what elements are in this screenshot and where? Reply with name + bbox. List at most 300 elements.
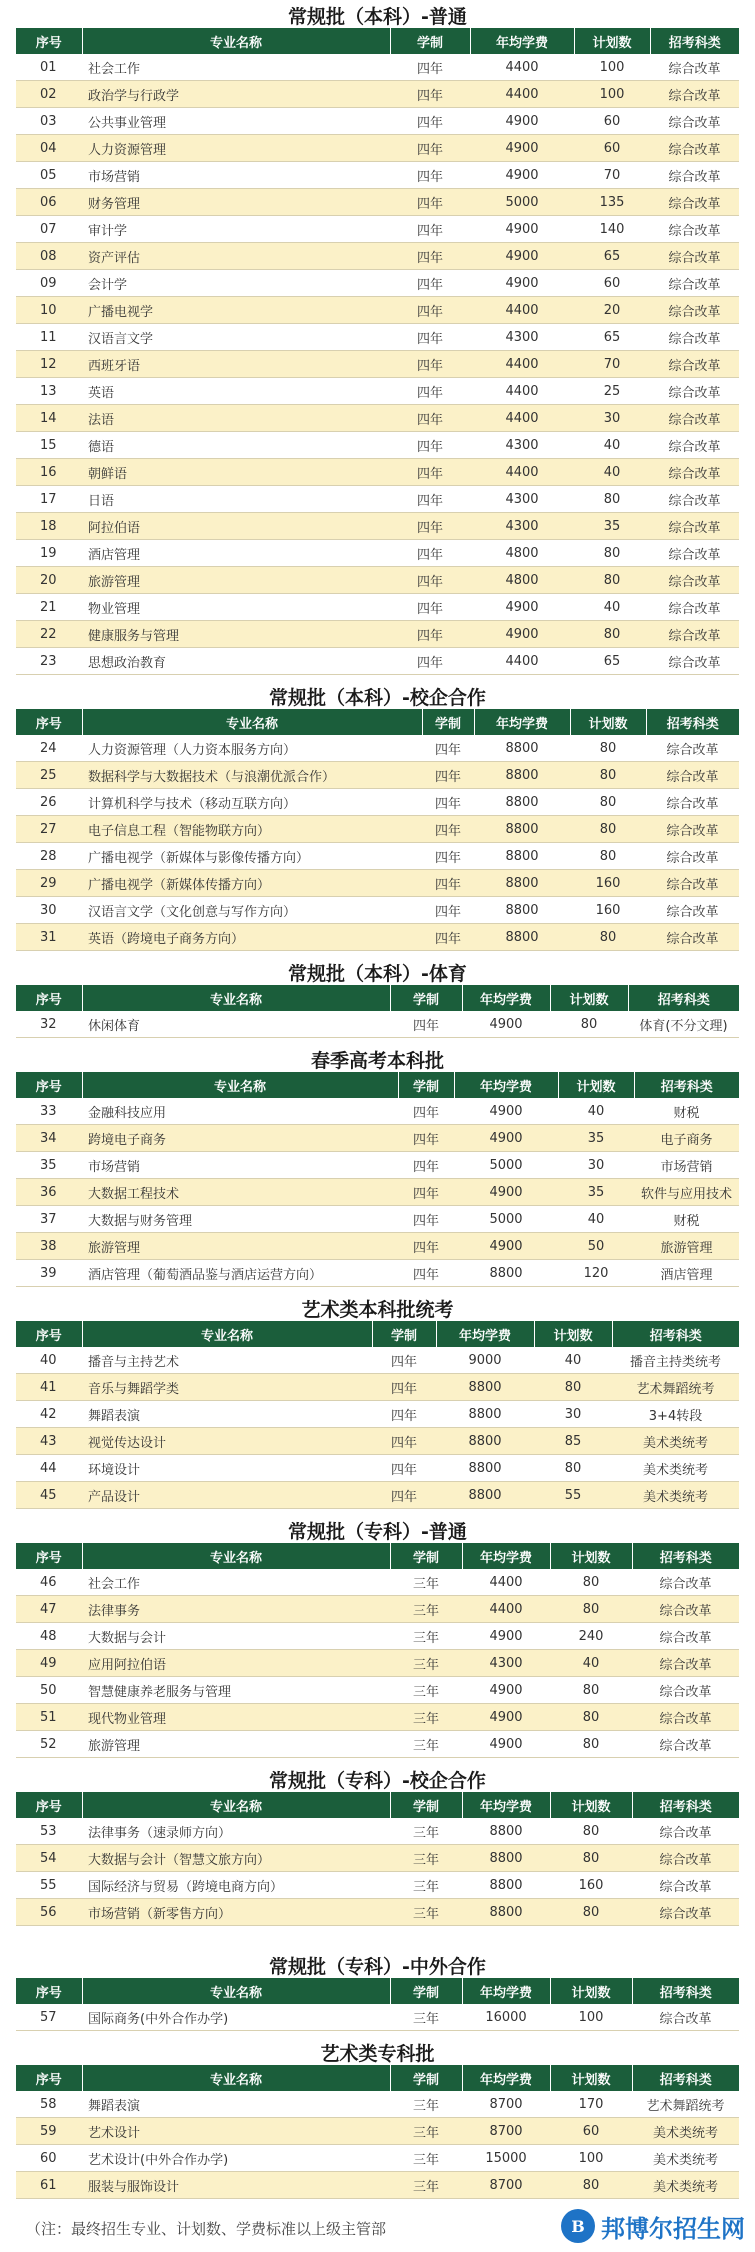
cell-plan-count: 170 <box>550 2091 632 2118</box>
cell-serial-no: 59 <box>16 2118 82 2145</box>
cell-major-name: 西班牙语 <box>82 351 390 378</box>
cell-major-name: 舞蹈表演 <box>82 1401 372 1428</box>
cell-major-name: 日语 <box>82 486 390 513</box>
cell-serial-no: 01 <box>16 54 82 81</box>
cell-exam-category: 艺术舞蹈统考 <box>632 2091 739 2118</box>
cell-major-name: 计算机科学与技术（移动互联方向） <box>82 789 422 816</box>
cell-major-name: 健康服务与管理 <box>82 621 390 648</box>
cell-plan-count: 140 <box>574 216 650 243</box>
cell-duration: 三年 <box>390 2172 462 2199</box>
cell-exam-category: 综合改革 <box>650 189 739 216</box>
cell-tuition: 8800 <box>436 1401 534 1428</box>
watermark-text: 邦博尔招生网 <box>601 2214 745 2243</box>
cell-exam-category: 美术类统考 <box>632 2145 739 2172</box>
cell-duration: 四年 <box>390 324 470 351</box>
cell-plan-count: 160 <box>550 1872 632 1899</box>
header-exam-category: 招考科类 <box>650 28 739 54</box>
cell-serial-no: 28 <box>16 843 82 870</box>
cell-plan-count: 55 <box>534 1482 612 1509</box>
cell-major-name: 广播电视学（新媒体传播方向） <box>82 870 422 897</box>
cell-tuition: 5000 <box>470 189 574 216</box>
cell-duration: 四年 <box>390 270 470 297</box>
cell-serial-no: 02 <box>16 81 82 108</box>
table-row <box>16 2172 739 2199</box>
cell-major-name: 市场营销（新零售方向） <box>82 1899 390 1926</box>
cell-exam-category: 综合改革 <box>650 324 739 351</box>
cell-major-name: 环境设计 <box>82 1455 372 1482</box>
cell-plan-count: 40 <box>534 1347 612 1374</box>
cell-duration: 四年 <box>390 243 470 270</box>
cell-exam-category: 综合改革 <box>646 843 739 870</box>
header-plan-count: 计划数 <box>574 28 650 54</box>
table-row <box>16 2091 739 2118</box>
cell-exam-category: 综合改革 <box>650 621 739 648</box>
cell-exam-category: 综合改革 <box>650 594 739 621</box>
table-row <box>16 2145 739 2172</box>
table-row <box>16 1596 739 1623</box>
section-5 <box>0 1293 755 1509</box>
cell-tuition: 15000 <box>462 2145 550 2172</box>
cell-tuition: 4400 <box>470 297 574 324</box>
cell-exam-category: 财税 <box>634 1098 739 1125</box>
cell-tuition: 4900 <box>462 1677 550 1704</box>
cell-exam-category: 综合改革 <box>650 459 739 486</box>
cell-tuition: 4400 <box>470 378 574 405</box>
cell-tuition: 5000 <box>454 1206 558 1233</box>
cell-plan-count: 35 <box>558 1179 634 1206</box>
cell-plan-count: 80 <box>574 540 650 567</box>
cell-exam-category: 综合改革 <box>650 270 739 297</box>
plan-table <box>16 1792 739 1926</box>
table-row <box>16 351 739 378</box>
cell-duration: 四年 <box>422 924 474 951</box>
cell-duration: 四年 <box>372 1347 436 1374</box>
cell-serial-no: 30 <box>16 897 82 924</box>
cell-duration: 三年 <box>390 1872 462 1899</box>
cell-major-name: 社会工作 <box>82 54 390 81</box>
table-row <box>16 243 739 270</box>
cell-plan-count: 40 <box>574 459 650 486</box>
header-major-name: 专业名称 <box>82 1543 390 1569</box>
cell-serial-no: 36 <box>16 1179 82 1206</box>
cell-plan-count: 80 <box>550 1845 632 1872</box>
cell-exam-category: 综合改革 <box>650 648 739 675</box>
cell-serial-no: 21 <box>16 594 82 621</box>
cell-duration: 三年 <box>390 1677 462 1704</box>
cell-tuition: 8700 <box>462 2172 550 2199</box>
cell-major-name: 公共事业管理 <box>82 108 390 135</box>
header-tuition: 年均学费 <box>462 985 550 1011</box>
header-major-name: 专业名称 <box>82 1978 390 2004</box>
cell-exam-category: 综合改革 <box>650 108 739 135</box>
cell-duration: 四年 <box>398 1260 454 1287</box>
cell-exam-category: 综合改革 <box>632 2004 739 2031</box>
cell-exam-category: 综合改革 <box>650 351 739 378</box>
cell-exam-category: 综合改革 <box>650 540 739 567</box>
cell-duration: 四年 <box>422 735 474 762</box>
cell-tuition: 4300 <box>470 513 574 540</box>
cell-serial-no: 56 <box>16 1899 82 1926</box>
cell-plan-count: 80 <box>550 1677 632 1704</box>
cell-major-name: 政治学与行政学 <box>82 81 390 108</box>
cell-serial-no: 46 <box>16 1569 82 1596</box>
cell-exam-category: 综合改革 <box>632 1596 739 1623</box>
cell-tuition: 8700 <box>462 2118 550 2145</box>
table-row <box>16 1650 739 1677</box>
table-row <box>16 135 739 162</box>
cell-plan-count: 80 <box>574 621 650 648</box>
cell-major-name: 酒店管理 <box>82 540 390 567</box>
cell-tuition: 4400 <box>470 459 574 486</box>
table-row <box>16 1899 739 1926</box>
cell-serial-no: 14 <box>16 405 82 432</box>
cell-major-name: 市场营销 <box>82 162 390 189</box>
cell-plan-count: 240 <box>550 1623 632 1650</box>
cell-duration: 三年 <box>390 1845 462 1872</box>
cell-serial-no: 34 <box>16 1125 82 1152</box>
cell-tuition: 4400 <box>470 54 574 81</box>
header-tuition: 年均学费 <box>462 1792 550 1818</box>
cell-tuition: 4900 <box>462 1731 550 1758</box>
section-title: 春季高考本科批 <box>310 1050 444 1072</box>
table-row <box>16 297 739 324</box>
section-title: 常规批（本科）-普通 <box>288 6 467 28</box>
cell-exam-category: 体育(不分文理) <box>628 1011 739 1038</box>
table-row <box>16 189 739 216</box>
cell-major-name: 旅游管理 <box>82 567 390 594</box>
cell-duration: 四年 <box>372 1401 436 1428</box>
cell-major-name: 汉语言文学（文化创意与写作方向） <box>82 897 422 924</box>
cell-duration: 三年 <box>390 1650 462 1677</box>
plan-table <box>16 28 739 675</box>
cell-tuition: 4900 <box>470 243 574 270</box>
cell-duration: 四年 <box>390 54 470 81</box>
cell-duration: 四年 <box>422 762 474 789</box>
header-major-name: 专业名称 <box>82 1072 398 1098</box>
cell-serial-no: 19 <box>16 540 82 567</box>
cell-duration: 四年 <box>390 108 470 135</box>
cell-tuition: 4900 <box>462 1011 550 1038</box>
cell-major-name: 视觉传达设计 <box>82 1428 372 1455</box>
cell-major-name: 金融科技应用 <box>82 1098 398 1125</box>
header-tuition: 年均学费 <box>454 1072 558 1098</box>
cell-serial-no: 45 <box>16 1482 82 1509</box>
section-title: 艺术类专科批 <box>320 2043 435 2065</box>
cell-plan-count: 20 <box>574 297 650 324</box>
table-row <box>16 648 739 675</box>
cell-major-name: 英语 <box>82 378 390 405</box>
cell-serial-no: 44 <box>16 1455 82 1482</box>
section-title: 艺术类本科批统考 <box>301 1299 454 1321</box>
header-plan-count: 计划数 <box>550 985 628 1011</box>
cell-plan-count: 160 <box>570 870 646 897</box>
cell-duration: 四年 <box>372 1455 436 1482</box>
cell-exam-category: 综合改革 <box>646 924 739 951</box>
cell-serial-no: 37 <box>16 1206 82 1233</box>
cell-tuition: 4800 <box>470 540 574 567</box>
cell-major-name: 审计学 <box>82 216 390 243</box>
cell-exam-category: 综合改革 <box>646 735 739 762</box>
cell-tuition: 4900 <box>470 621 574 648</box>
cell-duration: 四年 <box>390 567 470 594</box>
cell-serial-no: 24 <box>16 735 82 762</box>
cell-tuition: 4900 <box>454 1233 558 1260</box>
cell-exam-category: 市场营销 <box>634 1152 739 1179</box>
cell-tuition: 4400 <box>470 351 574 378</box>
cell-plan-count: 80 <box>550 1899 632 1926</box>
cell-serial-no: 49 <box>16 1650 82 1677</box>
plan-table <box>16 1543 739 1758</box>
cell-serial-no: 12 <box>16 351 82 378</box>
header-serial-no: 序号 <box>16 1072 82 1098</box>
cell-plan-count: 40 <box>574 594 650 621</box>
cell-duration: 四年 <box>390 189 470 216</box>
cell-tuition: 8800 <box>462 1872 550 1899</box>
cell-major-name: 德语 <box>82 432 390 459</box>
cell-tuition: 9000 <box>436 1347 534 1374</box>
cell-exam-category: 综合改革 <box>650 405 739 432</box>
table-row <box>16 594 739 621</box>
header-tuition: 年均学费 <box>462 1543 550 1569</box>
table-row <box>16 789 739 816</box>
cell-exam-category: 电子商务 <box>634 1125 739 1152</box>
cell-tuition: 8800 <box>436 1455 534 1482</box>
cell-major-name: 国际商务(中外合作办学) <box>82 2004 390 2031</box>
cell-serial-no: 27 <box>16 816 82 843</box>
header-serial-no: 序号 <box>16 1792 82 1818</box>
cell-tuition: 8800 <box>436 1374 534 1401</box>
cell-plan-count: 100 <box>550 2004 632 2031</box>
header-duration: 学制 <box>422 709 474 735</box>
cell-duration: 四年 <box>422 897 474 924</box>
cell-duration: 四年 <box>422 789 474 816</box>
cell-plan-count: 50 <box>558 1233 634 1260</box>
plan-table <box>16 1321 739 1509</box>
cell-duration: 四年 <box>390 432 470 459</box>
site-watermark <box>561 2206 745 2246</box>
table-row <box>16 1374 739 1401</box>
cell-plan-count: 120 <box>558 1260 634 1287</box>
cell-duration: 四年 <box>390 621 470 648</box>
cell-tuition: 4900 <box>470 594 574 621</box>
table-row <box>16 486 739 513</box>
cell-tuition: 8800 <box>474 789 570 816</box>
cell-major-name: 艺术设计(中外合作办学) <box>82 2145 390 2172</box>
cell-major-name: 阿拉伯语 <box>82 513 390 540</box>
cell-major-name: 物业管理 <box>82 594 390 621</box>
cell-tuition: 8800 <box>454 1260 558 1287</box>
cell-tuition: 4900 <box>454 1179 558 1206</box>
cell-duration: 四年 <box>398 1152 454 1179</box>
cell-serial-no: 05 <box>16 162 82 189</box>
cell-serial-no: 10 <box>16 297 82 324</box>
cell-duration: 三年 <box>390 2145 462 2172</box>
cell-plan-count: 30 <box>574 405 650 432</box>
plan-table <box>16 1978 739 2031</box>
cell-major-name: 朝鲜语 <box>82 459 390 486</box>
cell-serial-no: 31 <box>16 924 82 951</box>
table-row <box>16 1623 739 1650</box>
cell-plan-count: 80 <box>570 762 646 789</box>
cell-plan-count: 80 <box>574 567 650 594</box>
header-tuition: 年均学费 <box>470 28 574 54</box>
cell-serial-no: 11 <box>16 324 82 351</box>
cell-plan-count: 30 <box>558 1152 634 1179</box>
cell-tuition: 4800 <box>470 567 574 594</box>
cell-plan-count: 60 <box>550 2118 632 2145</box>
table-row <box>16 1260 739 1287</box>
cell-major-name: 音乐与舞蹈学类 <box>82 1374 372 1401</box>
cell-exam-category: 综合改革 <box>646 816 739 843</box>
cell-serial-no: 23 <box>16 648 82 675</box>
cell-plan-count: 35 <box>558 1125 634 1152</box>
header-serial-no: 序号 <box>16 28 82 54</box>
cell-major-name: 广播电视学（新媒体与影像传播方向） <box>82 843 422 870</box>
table-row <box>16 1872 739 1899</box>
cell-duration: 四年 <box>398 1179 454 1206</box>
cell-serial-no: 15 <box>16 432 82 459</box>
cell-serial-no: 20 <box>16 567 82 594</box>
cell-tuition: 4300 <box>470 324 574 351</box>
cell-duration: 四年 <box>390 594 470 621</box>
cell-tuition: 4900 <box>454 1125 558 1152</box>
cell-exam-category: 综合改革 <box>650 54 739 81</box>
cell-major-name: 大数据与会计 <box>82 1623 390 1650</box>
cell-exam-category: 财税 <box>634 1206 739 1233</box>
cell-plan-count: 80 <box>570 789 646 816</box>
cell-tuition: 8800 <box>462 1818 550 1845</box>
table-row <box>16 1152 739 1179</box>
cell-plan-count: 80 <box>570 924 646 951</box>
table-row <box>16 1731 739 1758</box>
header-exam-category: 招考科类 <box>632 1978 739 2004</box>
plan-table <box>16 985 739 1038</box>
cell-duration: 四年 <box>422 816 474 843</box>
cell-major-name: 人力资源管理 <box>82 135 390 162</box>
header-exam-category: 招考科类 <box>632 1792 739 1818</box>
cell-plan-count: 80 <box>550 1011 628 1038</box>
cell-serial-no: 33 <box>16 1098 82 1125</box>
cell-plan-count: 60 <box>574 135 650 162</box>
section-title: 常规批（专科）-中外合作 <box>269 1956 486 1978</box>
section-9 <box>0 2037 755 2199</box>
header-duration: 学制 <box>390 1792 462 1818</box>
table-row <box>16 1179 739 1206</box>
cell-major-name: 智慧健康养老服务与管理 <box>82 1677 390 1704</box>
cell-exam-category: 综合改革 <box>650 432 739 459</box>
cell-tuition: 8800 <box>474 735 570 762</box>
cell-exam-category: 酒店管理 <box>634 1260 739 1287</box>
header-major-name: 专业名称 <box>82 1792 390 1818</box>
cell-major-name: 艺术设计 <box>82 2118 390 2145</box>
cell-serial-no: 52 <box>16 1731 82 1758</box>
cell-exam-category: 综合改革 <box>632 1623 739 1650</box>
cell-tuition: 8800 <box>462 1899 550 1926</box>
section-8 <box>0 1950 755 2031</box>
header-exam-category: 招考科类 <box>646 709 739 735</box>
cell-exam-category: 综合改革 <box>632 1731 739 1758</box>
cell-major-name: 资产评估 <box>82 243 390 270</box>
cell-plan-count: 30 <box>534 1401 612 1428</box>
cell-tuition: 4300 <box>462 1650 550 1677</box>
cell-duration: 三年 <box>390 1899 462 1926</box>
cell-duration: 三年 <box>390 1704 462 1731</box>
cell-major-name: 法律事务（速录师方向） <box>82 1818 390 1845</box>
cell-tuition: 4400 <box>462 1596 550 1623</box>
cell-major-name: 电子信息工程（智能物联方向） <box>82 816 422 843</box>
cell-duration: 四年 <box>372 1482 436 1509</box>
table-row <box>16 162 739 189</box>
header-exam-category: 招考科类 <box>634 1072 739 1098</box>
cell-serial-no: 16 <box>16 459 82 486</box>
header-serial-no: 序号 <box>16 985 82 1011</box>
cell-major-name: 大数据与财务管理 <box>82 1206 398 1233</box>
cell-duration: 四年 <box>372 1374 436 1401</box>
cell-plan-count: 60 <box>574 270 650 297</box>
table-row <box>16 1818 739 1845</box>
cell-plan-count: 70 <box>574 351 650 378</box>
cell-exam-category: 3+4转段 <box>612 1401 739 1428</box>
table-row <box>16 1401 739 1428</box>
header-major-name: 专业名称 <box>82 1321 372 1347</box>
header-tuition: 年均学费 <box>436 1321 534 1347</box>
table-row <box>16 1455 739 1482</box>
cell-serial-no: 04 <box>16 135 82 162</box>
header-major-name: 专业名称 <box>82 2065 390 2091</box>
table-row <box>16 513 739 540</box>
cell-tuition: 4900 <box>470 270 574 297</box>
table-row <box>16 108 739 135</box>
cell-duration: 三年 <box>390 1818 462 1845</box>
cell-plan-count: 65 <box>574 648 650 675</box>
cell-major-name: 会计学 <box>82 270 390 297</box>
section-7 <box>0 1764 755 1926</box>
cell-major-name: 大数据与会计（智慧文旅方向） <box>82 1845 390 1872</box>
table-row <box>16 405 739 432</box>
cell-duration: 三年 <box>390 1596 462 1623</box>
table-row <box>16 1347 739 1374</box>
cell-plan-count: 80 <box>534 1374 612 1401</box>
header-duration: 学制 <box>390 2065 462 2091</box>
cell-exam-category: 综合改革 <box>650 243 739 270</box>
header-exam-category: 招考科类 <box>628 985 739 1011</box>
cell-exam-category: 旅游管理 <box>634 1233 739 1260</box>
cell-serial-no: 42 <box>16 1401 82 1428</box>
cell-duration: 三年 <box>390 1569 462 1596</box>
cell-exam-category: 综合改革 <box>632 1569 739 1596</box>
cell-plan-count: 80 <box>550 1818 632 1845</box>
cell-plan-count: 100 <box>574 81 650 108</box>
cell-serial-no: 26 <box>16 789 82 816</box>
cell-exam-category: 综合改革 <box>632 1845 739 1872</box>
cell-exam-category: 综合改革 <box>650 297 739 324</box>
cell-serial-no: 38 <box>16 1233 82 1260</box>
table-row <box>16 870 739 897</box>
cell-exam-category: 综合改革 <box>632 1899 739 1926</box>
cell-tuition: 8800 <box>474 870 570 897</box>
header-serial-no: 序号 <box>16 1543 82 1569</box>
cell-major-name: 产品设计 <box>82 1482 372 1509</box>
cell-major-name: 人力资源管理（人力资本服务方向） <box>82 735 422 762</box>
cell-duration: 四年 <box>390 1011 462 1038</box>
cell-tuition: 4400 <box>462 1569 550 1596</box>
cell-tuition: 4300 <box>470 432 574 459</box>
cell-tuition: 8800 <box>436 1428 534 1455</box>
cell-plan-count: 65 <box>574 324 650 351</box>
cell-tuition: 4900 <box>454 1098 558 1125</box>
table-row <box>16 816 739 843</box>
cell-serial-no: 08 <box>16 243 82 270</box>
